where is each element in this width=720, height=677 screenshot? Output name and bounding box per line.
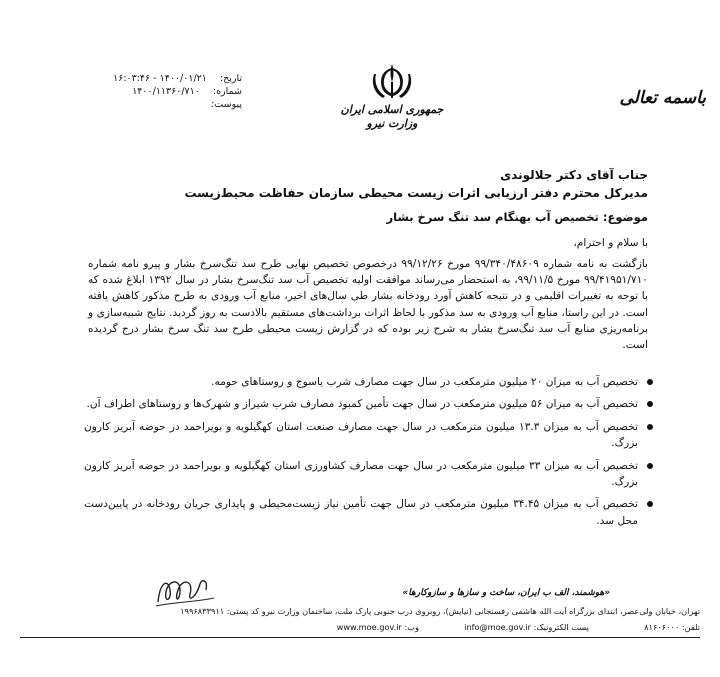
phone-label: تلفن: [681,622,700,632]
list-item [84,374,656,390]
list-item-text: تخصیص آب به میزان ۲۰ میلیون مترمکعب در سال جهت مصارف شرب یاسوج و روستاهای حومه. [211,376,638,388]
addressee [88,166,648,202]
letter-subject: موضوع: تخصیص آب بهنگام سد تنگ سرخ بشار [386,210,648,224]
list-item [84,419,656,452]
list-item-text: تخصیص آب به میزان ۳۴.۴۵ میلیون مترمکعب در سال جهت تأمین نیاز زیست‌محیطی و پایداری جریان رودخانه در پایین‌دست محل سد. [84,498,638,527]
number-row [36,85,242,98]
bullet-dot-icon [647,463,653,469]
org-name-block [330,103,454,131]
letter-body: بازگشت به نامه شماره ۹۹/۳۴۰/۴۸۶۰۹ مورخ ۹۹/۱۲/۲۶ درخصوص تخصیص نهایی طرح سد تنگ‌سرخ بشار و پیرو نامه شماره ۹۹/۴۱۹۵۱/۷۱۰ مورخ ۹۹/۱۱/۵، به استحضار می‌رساند موافقت اولیه تخصیص آب سد تنگ‌سرخ بشار در سال ۱۳۹۲ ابلاغ شده که با توجه به تغییرات اقلیمی و در نتیجه کاهش آورد رودخانه بشار طی سال‌های اخیر، منابع آب ورودی به طرح مذکور کاهش یافته است. در این راستا، منابع آب ورودی به سد مذکور با لحاظ اثرات برداشت‌های مستقیم بالادست به روز گردید. نتایج شبیه‌سازی و برنامه‌ریزی منابع آب سد تنگ‌سرخ بشار به شرح زیر بوده که در گزارش زیست محیطی طرح سد تنگ سرخ بشار درج گردیده است. [88,258,649,352]
org-line1: جمهوری اسلامی ایران [340,103,444,116]
web-label: وب: [404,622,419,632]
list-item [84,458,656,491]
list-item-text: تخصیص آب به میزان ۵۶ میلیون مترمکعب در سال جهت تأمین کمبود مصارف شرب شیراز و شهرک‌ها و روستاهای اطراف آن. [86,398,638,411]
org-line2: وزارت نیرو [366,117,418,130]
attachment-label: پیوست: [211,99,242,110]
iran-emblem-icon [370,60,414,102]
addressee-title: مدیرکل محترم دفتر ارزیابی اثرات زیست محیطی سازمان حفاظت محیط‌زیست [184,186,648,200]
number-value: ۱۴۰۰/۱۱۳۶۰/۷۱۰ [132,86,200,97]
bullet-dot-icon [647,424,653,430]
date-row [36,72,242,85]
number-label: شماره: [212,86,242,97]
bullet-dot-icon [647,501,653,507]
bullet-dot-icon [647,379,653,385]
letter-greeting: با سلام و احترام، [573,237,648,249]
footer-motto: «هوشمند، الف ب ایران، ساخت و سازها و سازوکارها» [402,588,610,598]
date-label: تاریخ: [219,73,242,84]
list-item-text: تخصیص آب به میزان ۳۳ میلیون مترمکعب در سال جهت مصارف کشاورزی استان کهگیلویه و بویراحمد در حوضه آبریز کارون بزرگ. [84,459,638,489]
attachment-row [36,98,242,111]
phone-value: ۸۱۶۰۶۰۰۰ [644,622,680,632]
letter-heading: باسمه تعالی [619,88,706,108]
bullet-dot-icon [647,401,653,407]
email-link[interactable]: info@moe.gov.ir [464,622,531,632]
footer-contact [10,620,700,634]
list-item [84,496,656,529]
web-link[interactable]: www.moe.gov.ir [336,622,402,632]
footer-divider [20,637,700,638]
addressee-name: جناب آقای دکتر جلالوندی [500,168,648,182]
list-item [84,396,656,412]
list-item-text: تخصیص آب به میزان ۱۳.۳ میلیون مترمکعب در سال جهت مصارف صنعت استان کهگیلویه و بویراحمد در حوضه آبریز کارون بزرگ. [84,420,638,450]
date-value: ۱۴۰۰/۰۱/۲۱ - ۱۶:۰۳:۴۶ [113,73,207,84]
footer-address: تهران، خیابان ولی‌عصر، ابتدای بزرگراه آیت الله هاشمی رفسنجانی (نیایش)، روبروی درب جنوبی پارک ملت، ساختمان وزارت نیرو کد پستی: ۱۹۹۶۸۳۳۹۱۱ [180,606,700,616]
email-label: پست الکترونیک: [533,622,589,632]
allocation-list [84,374,656,535]
letter-meta [36,72,242,111]
